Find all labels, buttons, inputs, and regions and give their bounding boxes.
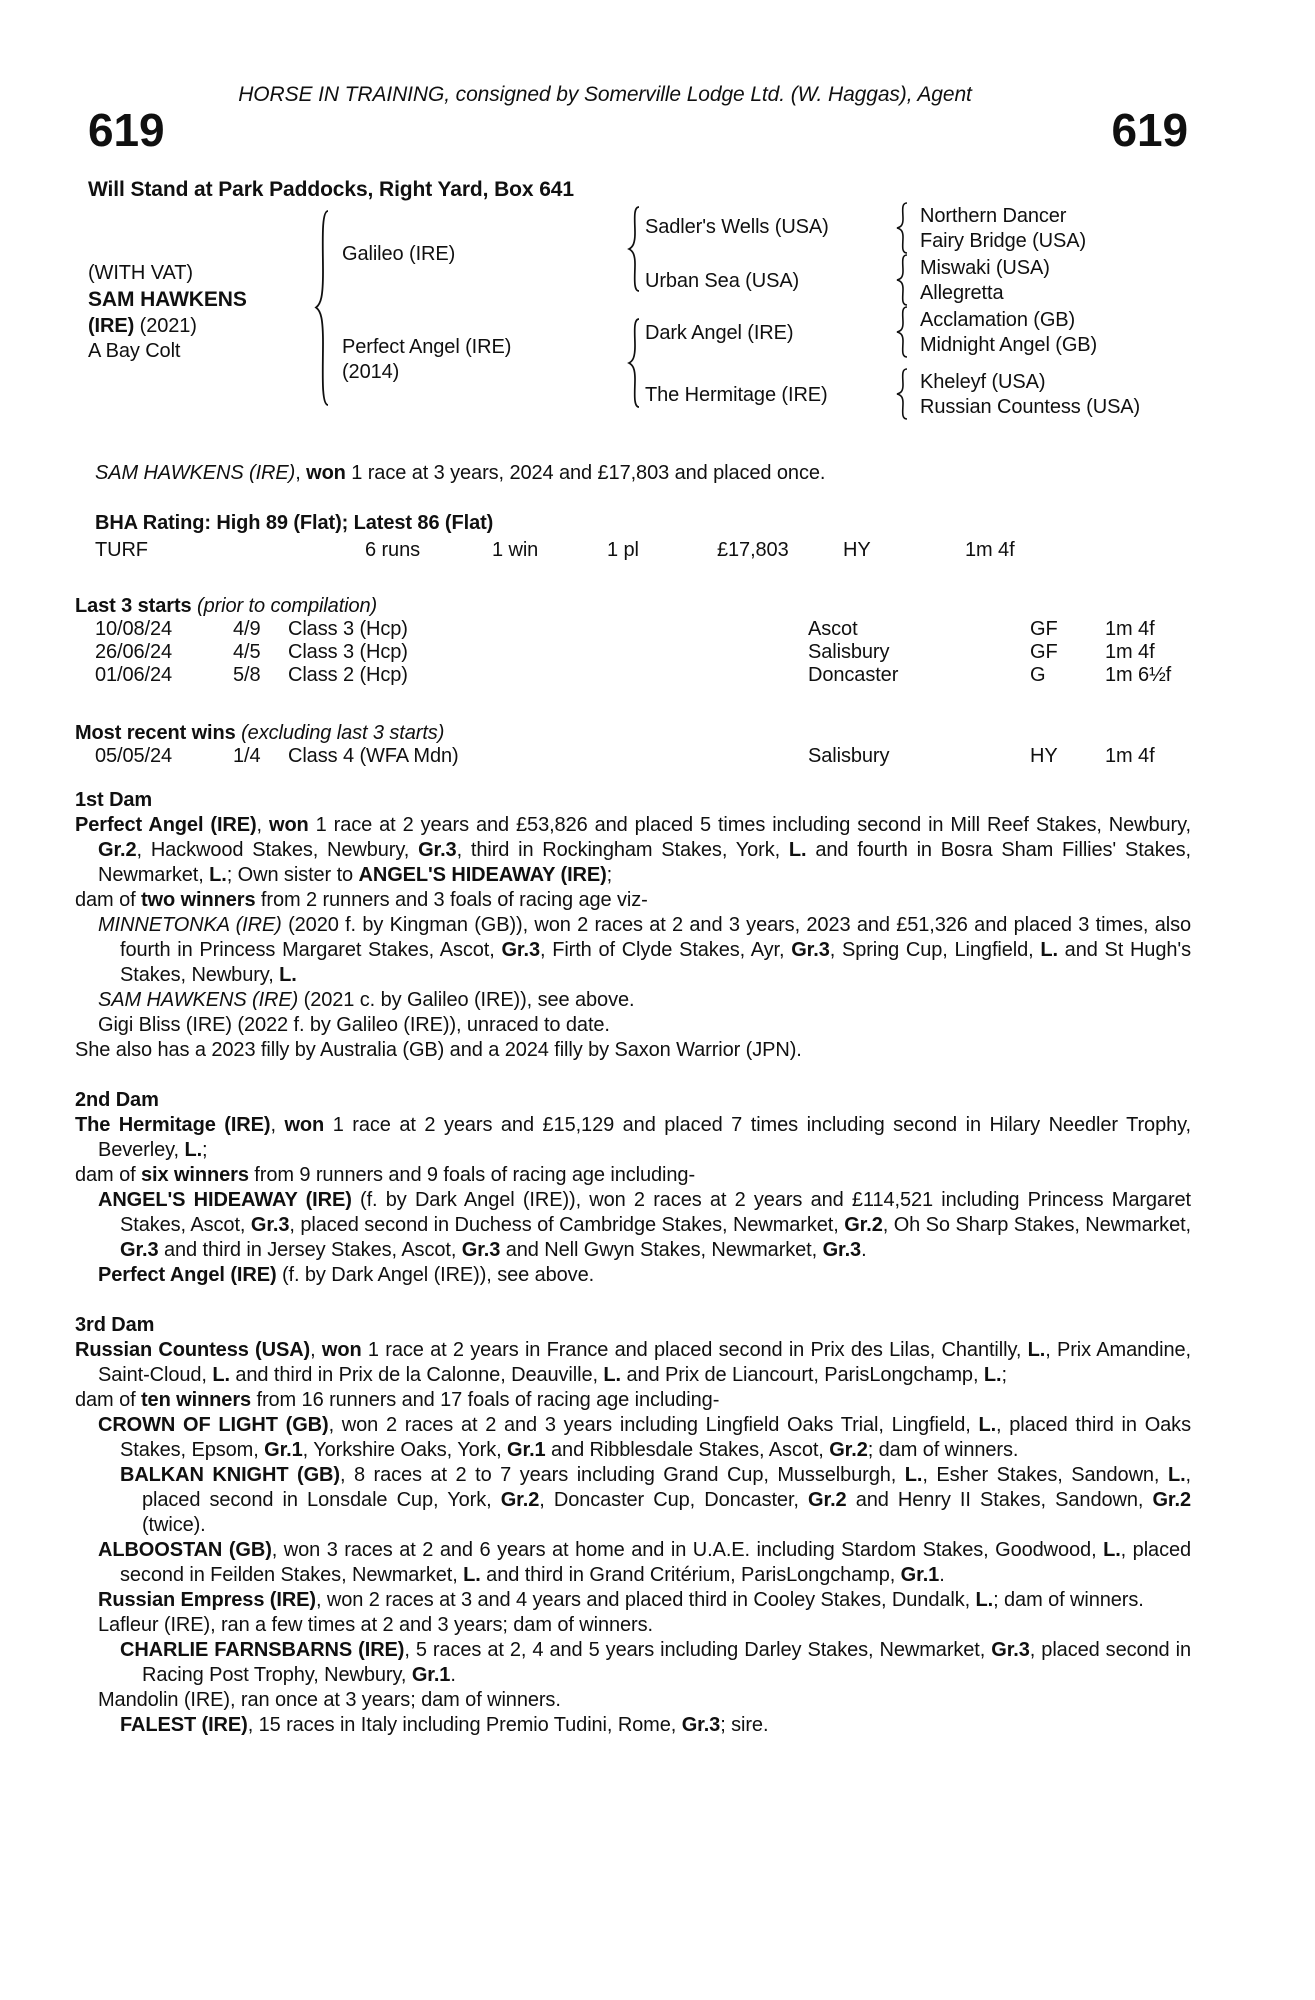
surface-label: TURF: [95, 539, 148, 561]
race-position: 1/4: [233, 745, 261, 767]
turf-summary-row: [95, 539, 1190, 562]
race-position: 5/8: [233, 664, 261, 686]
first-dam-section: [75, 813, 1191, 1063]
ancestor-name: Kheleyf (USA): [920, 371, 1046, 393]
race-going: G: [1030, 664, 1046, 686]
sire-dam-name: Urban Sea (USA): [645, 270, 800, 292]
race-distance: 1m 4f: [1105, 641, 1155, 663]
pedigree-paragraph: She also has a 2023 filly by Australia (GB) and a 2024 filly by Saxon Warrior (JPN).: [75, 1039, 802, 1061]
race-distance: 1m 6½f: [1105, 664, 1172, 686]
race-date: 01/06/24: [95, 664, 173, 686]
last-starts-note: (prior to compilation): [197, 595, 378, 617]
horse-origin-year: [88, 315, 197, 338]
recent-wins-title: Most recent wins: [75, 722, 236, 744]
horse-year: (2021): [139, 315, 197, 337]
second-dam-heading: 2nd Dam: [75, 1089, 159, 1111]
pedigree-paragraph: Gigi Bliss (IRE) (2022 f. by Galileo (IRE)), unraced to date.: [98, 1014, 610, 1036]
pedigree-brace-icon: [626, 206, 642, 292]
consignment-line: HORSE IN TRAINING, consigned by Somerville Lodge Ltd. (W. Haggas), Agent: [238, 83, 972, 106]
pedigree-paragraph: Perfect Angel (IRE), won 1 race at 2 years and £53,826 and placed 5 times including second in Mill Reef Stakes, Newbury, Gr.2, Hackwood Stakes, Newbury, Gr.3, third in Rockingham Stakes, York, L. and fourth in Bosra Sham Fillies' Stakes, Newmarket, L.; Own sister to ANGEL'S HIDEAWAY (IRE);: [75, 814, 1191, 886]
pedigree-paragraph: dam of six winners from 9 runners and 9 foals of racing age including-: [75, 1164, 696, 1186]
distance-value: 1m 4f: [965, 539, 1015, 561]
pedigree-text: [75, 788, 1191, 1738]
pedigree-paragraph: BALKAN KNIGHT (GB), 8 races at 2 to 7 years including Grand Cup, Musselburgh, L., Esher Stakes, Sandown, L., placed second in Lonsdale Cup, York, Gr.2, Doncaster Cup, Doncaster, Gr.2 and Henry II Stakes, Sandown, Gr.2 (twice).: [120, 1464, 1191, 1536]
recent-wins-note: (excluding last 3 starts): [241, 722, 445, 744]
third-dam-section: [75, 1338, 1191, 1738]
race-class: Class 3 (Hcp): [288, 618, 408, 640]
ancestor-name: Midnight Angel (GB): [920, 334, 1098, 356]
race-date: 05/05/24: [95, 745, 173, 767]
pedigree-paragraph: Perfect Angel (IRE) (f. by Dark Angel (IRE)), see above.: [98, 1264, 595, 1286]
last-starts-title: Last 3 starts: [75, 595, 192, 617]
pedigree-paragraph: The Hermitage (IRE), won 1 race at 2 years and £15,129 and placed 7 times including second in Hilary Needler Trophy, Beverley, L.;: [75, 1114, 1191, 1161]
recent-wins-table: [95, 745, 1190, 768]
ancestor-name: Allegretta: [920, 282, 1004, 304]
third-dam-heading: 3rd Dam: [75, 1314, 155, 1336]
race-class: Class 3 (Hcp): [288, 641, 408, 663]
last-starts-table: [95, 618, 1190, 687]
race-going: GF: [1030, 618, 1058, 640]
horse-origin: (IRE): [88, 315, 135, 337]
sire-name: Galileo (IRE): [342, 243, 456, 265]
pedigree-paragraph: ANGEL'S HIDEAWAY (IRE) (f. by Dark Angel (IRE)), won 2 races at 2 years and £114,521 including Princess Margaret Stakes, Ascot, Gr.3, placed second in Duchess of Cambridge Stakes, Newmarket, Gr.2, Oh So Sharp Stakes, Newmarket, Gr.3 and third in Jersey Stakes, Ascot, Gr.3 and Nell Gwyn Stakes, Newmarket, Gr.3.: [98, 1189, 1191, 1261]
places-value: 1 pl: [607, 539, 639, 561]
pedigree-paragraph: Russian Countess (USA), won 1 race at 2 years in France and placed second in Prix des Lilas, Chantilly, L., Prix Amandine, Saint-Cloud, L. and third in Prix de la Calonne, Deauville, L. and Prix de Liancourt, ParisLongchamp, L.;: [75, 1339, 1191, 1386]
first-dam-heading: 1st Dam: [75, 789, 153, 811]
race-position: 4/9: [233, 618, 261, 640]
race-distance: 1m 4f: [1105, 745, 1155, 767]
pedigree-paragraph: Mandolin (IRE), ran once at 3 years; dam of winners.: [98, 1689, 561, 1711]
lot-number-right: 619: [1111, 104, 1188, 156]
horse-description: A Bay Colt: [88, 340, 181, 362]
race-distance: 1m 4f: [1105, 618, 1155, 640]
pedigree-paragraph: Russian Empress (IRE), won 2 races at 3 and 4 years and placed third in Cooley Stakes, Dundalk, L.; dam of winners.: [98, 1589, 1144, 1611]
ancestor-name: Russian Countess (USA): [920, 396, 1141, 418]
race-going: HY: [1030, 745, 1058, 767]
pedigree-paragraph: ALBOOSTAN (GB), won 3 races at 2 and 6 years at home and in U.A.E. including Stardom Stakes, Goodwood, L., placed second in Feilden Stakes, Newmarket, L. and third in Grand Critérium, ParisLongchamp, Gr.1.: [98, 1539, 1192, 1586]
ancestor-name: Fairy Bridge (USA): [920, 230, 1087, 252]
bha-rating: BHA Rating: High 89 (Flat); Latest 86 (Flat): [95, 512, 494, 534]
horse-name: SAM HAWKENS: [88, 288, 247, 311]
runs-value: 6 runs: [365, 539, 420, 561]
pedigree-brace-icon: [895, 306, 910, 358]
pedigree-paragraph: MINNETONKA (IRE) (2020 f. by Kingman (GB)), won 2 races at 2 and 3 years, 2023 and £51,326 and placed 3 times, also fourth in Princess Margaret Stakes, Ascot, Gr.3, Firth of Clyde Stakes, Ayr, Gr.3, Spring Cup, Lingfield, L. and St Hugh's Stakes, Newbury, L.: [98, 914, 1192, 986]
pedigree-brace-icon: [895, 254, 910, 306]
race-class: Class 2 (Hcp): [288, 664, 408, 686]
race-summary: SAM HAWKENS (IRE), won 1 race at 3 years, 2024 and £17,803 and placed once.: [95, 462, 826, 484]
second-dam-section: [75, 1113, 1191, 1288]
lot-number-left: 619: [88, 104, 165, 156]
pedigree-paragraph: dam of two winners from 2 runners and 3 foals of racing age viz-: [75, 889, 648, 911]
pedigree-paragraph: CROWN OF LIGHT (GB), won 2 races at 2 and 3 years including Lingfield Oaks Trial, Lingfield, L., placed third in Oaks Stakes, Epsom, Gr.1, Yorkshire Oaks, York, Gr.1 and Ribblesdale Stakes, Ascot, Gr.2; dam of winners.: [98, 1414, 1191, 1461]
vat-note: (WITH VAT): [88, 262, 193, 284]
going-value: HY: [843, 539, 871, 561]
earnings-value: £17,803: [717, 539, 789, 561]
ancestor-name: Miswaki (USA): [920, 257, 1050, 279]
race-win-row: [95, 745, 1190, 768]
ancestor-name: Acclamation (GB): [920, 309, 1076, 331]
race-date: 26/06/24: [95, 641, 173, 663]
last-starts-heading: [75, 595, 377, 618]
race-start-row: [95, 618, 1190, 641]
ancestor-name: Northern Dancer: [920, 205, 1067, 227]
dam-year: (2014): [342, 361, 400, 383]
race-start-row: [95, 664, 1190, 687]
pedigree-paragraph: FALEST (IRE), 15 races in Italy including Premio Tudini, Rome, Gr.3; sire.: [120, 1714, 769, 1736]
dam-dam-name: The Hermitage (IRE): [645, 384, 828, 406]
dam-name: Perfect Angel (IRE): [342, 336, 512, 358]
pedigree-paragraph: Lafleur (IRE), ran a few times at 2 and 3 years; dam of winners.: [98, 1614, 653, 1636]
recent-wins-heading: [75, 722, 444, 745]
pedigree-brace-icon: [895, 368, 910, 420]
race-class: Class 4 (WFA Mdn): [288, 745, 459, 767]
race-venue: Salisbury: [808, 745, 890, 767]
race-venue: Ascot: [808, 618, 858, 640]
wins-value: 1 win: [492, 539, 539, 561]
stand-location: Will Stand at Park Paddocks, Right Yard, Box 641: [88, 178, 574, 201]
race-venue: Doncaster: [808, 664, 899, 686]
pedigree-brace-icon: [626, 318, 642, 408]
pedigree-paragraph: SAM HAWKENS (IRE) (2021 c. by Galileo (IRE)), see above.: [98, 989, 635, 1011]
race-start-row: [95, 641, 1190, 664]
sire-sire-name: Sadler's Wells (USA): [645, 216, 829, 238]
race-going: GF: [1030, 641, 1058, 663]
race-position: 4/5: [233, 641, 261, 663]
pedigree-brace-icon: [313, 210, 331, 406]
race-venue: Salisbury: [808, 641, 890, 663]
pedigree-paragraph: dam of ten winners from 16 runners and 17 foals of racing age including-: [75, 1389, 720, 1411]
pedigree-paragraph: CHARLIE FARNSBARNS (IRE), 5 races at 2, 4 and 5 years including Darley Stakes, Newmarket, Gr.3, placed second in Racing Post Trophy, Newbury, Gr.1.: [120, 1639, 1191, 1686]
race-date: 10/08/24: [95, 618, 173, 640]
pedigree-brace-icon: [895, 202, 910, 254]
dam-sire-name: Dark Angel (IRE): [645, 322, 794, 344]
